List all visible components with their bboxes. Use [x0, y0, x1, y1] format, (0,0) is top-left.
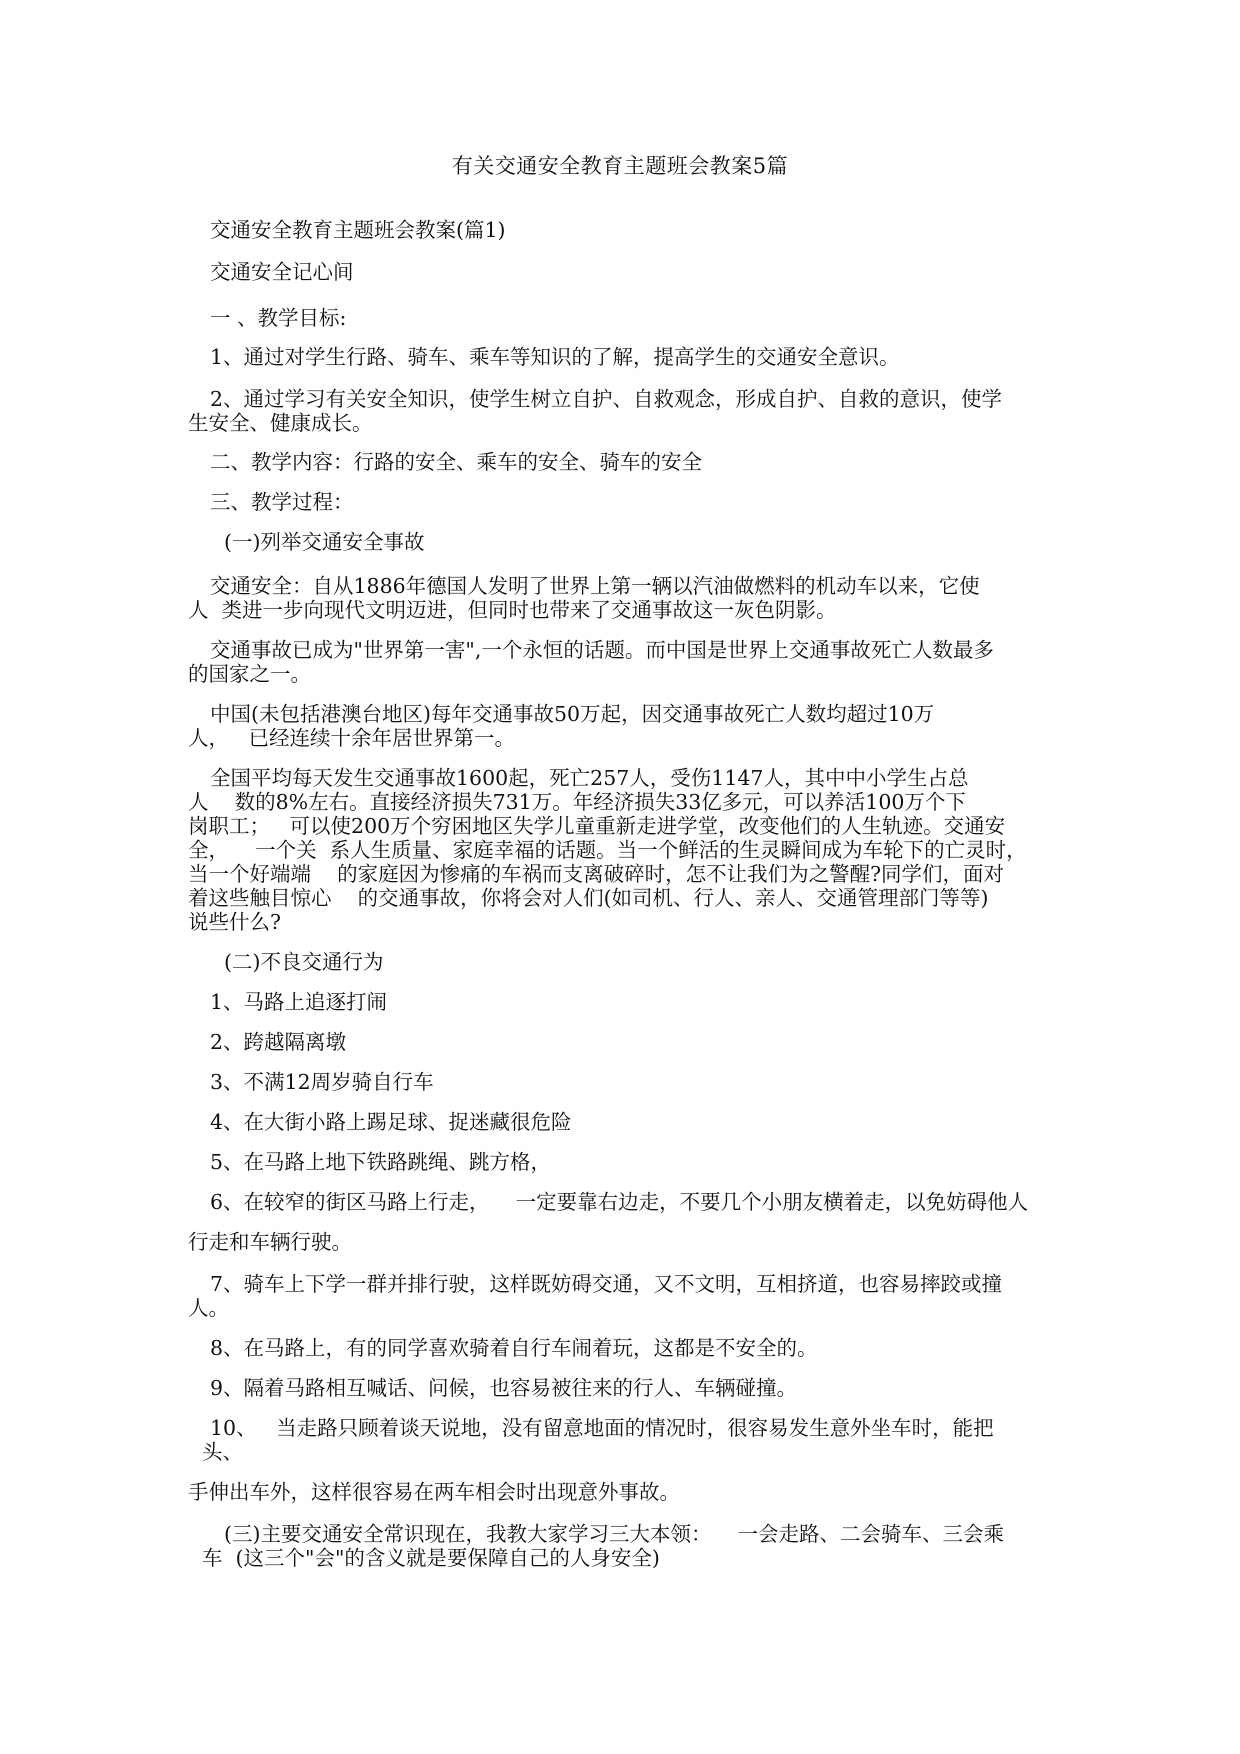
paragraph-line: 着这些触目惊心 的交通事故，你将会对人们(如司机、行人、亲人、交通管理部门等等) — [188, 886, 989, 910]
paragraph-line: 人， 已经连续十余年居世界第一。 — [188, 726, 516, 750]
list-item: 4、在大街小路上踢足球、捉迷藏很危险 — [210, 1110, 572, 1134]
subheading: 交通安全记心间 — [210, 260, 354, 284]
list-item: 9、隔着马路相互喊话、问候，也容易被往来的行人、车辆碰撞。 — [210, 1376, 798, 1400]
list-item: 3、不满12周岁骑自行车 — [210, 1070, 434, 1094]
paragraph-line: 生安全、健康成长。 — [188, 411, 373, 435]
list-item: 行走和车辆行驶。 — [188, 1230, 352, 1254]
paragraph-line: 的国家之一。 — [188, 662, 311, 686]
paragraph-line: 全， 一个关 系人生质量、家庭幸福的话题。当一个鲜活的生灵瞬间成为车轮下的亡灵时， — [188, 838, 1027, 862]
paragraph-line: (二)不良交通行为 — [224, 950, 384, 974]
paragraph-line: 中国(未包括港澳台地区)每年交通事故50万起，因交通事故死亡人数均超过10万 — [210, 702, 935, 726]
paragraph-line: 一 、教学目标: — [210, 306, 347, 330]
list-item: 8、在马路上，有的同学喜欢骑着自行车闹着玩，这都是不安全的。 — [210, 1336, 818, 1360]
document-title: 有关交通安全教育主题班会教案5篇 — [451, 154, 789, 178]
list-item: 1、马路上追逐打闹 — [210, 990, 388, 1014]
paragraph-line: (一)列举交通安全事故 — [224, 530, 425, 554]
paragraph-line: 三、教学过程： — [210, 490, 354, 514]
paragraph-line: 当一个好端端 的家庭因为惨痛的车祸而支离破碎时，怎不让我们为之警醒?同学们，面对 — [188, 862, 1005, 886]
list-item: 手伸出车外，这样很容易在两车相会时出现意外事故。 — [188, 1480, 680, 1504]
paragraph-line: 二、教学内容：行路的安全、乘车的安全、骑车的安全 — [210, 450, 702, 474]
paragraph-line: 全国平均每天发生交通事故1600起，死亡257人，受伤1147人，其中中小学生占总 — [210, 766, 969, 790]
list-item: 10、 当走路只顾着谈天说地，没有留意地面的情况时，很容易发生意外坐车时，能把 — [210, 1416, 994, 1440]
paragraph-line: 交通事故已成为"世界第一害",一个永恒的话题。而中国是世界上交通事故死亡人数最多 — [210, 638, 994, 662]
list-item: 6、在较窄的街区马路上行走， 一定要靠右边走，不要几个小朋友横着走，以免妨碍他人 — [210, 1190, 1029, 1214]
paragraph-line: 人 数的8%左右。直接经济损失731万。年经济损失33亿多元，可以养活100万个下 — [188, 790, 966, 814]
list-item: 5、在马路上地下铁路跳绳、跳方格， — [210, 1150, 552, 1174]
paragraph-line: 交通安全：自从1886年德国人发明了世界上第一辆以汽油做燃料的机动车以来，它使 — [210, 574, 980, 598]
paragraph-line: (三)主要交通安全常识现在，我教大家学习三大本领： 一会走路、二会骑车、三会乘 — [224, 1522, 1005, 1546]
list-item: 人。 — [188, 1296, 229, 1320]
paragraph-line: 人 类进一步向现代文明迈进，但同时也带来了交通事故这一灰色阴影。 — [188, 598, 837, 622]
list-item: 7、骑车上下学一群并排行驶，这样既妨碍交通，又不文明，互相挤道，也容易摔跤或撞 — [210, 1272, 1003, 1296]
paragraph-line: 说些什么? — [188, 910, 281, 934]
list-item: 头、 — [202, 1440, 243, 1464]
paragraph-line: 1、通过对学生行路、骑车、乘车等知识的了解，提高学生的交通安全意识。 — [210, 345, 900, 369]
paragraph-line: 岗职工； 可以使200万个穷困地区失学儿童重新走进学堂，改变他们的人生轨迹。交通安 — [188, 814, 1006, 838]
list-item: 2、跨越隔离墩 — [210, 1030, 347, 1054]
paragraph-line: 2、通过学习有关安全知识，使学生树立自护、自救观念，形成自护、自救的意识，使学 — [210, 387, 1003, 411]
paragraph-line: 车 (这三个"会"的含义就是要保障自己的人身安全) — [202, 1546, 660, 1570]
section-heading: 交通安全教育主题班会教案(篇1) — [210, 218, 506, 242]
